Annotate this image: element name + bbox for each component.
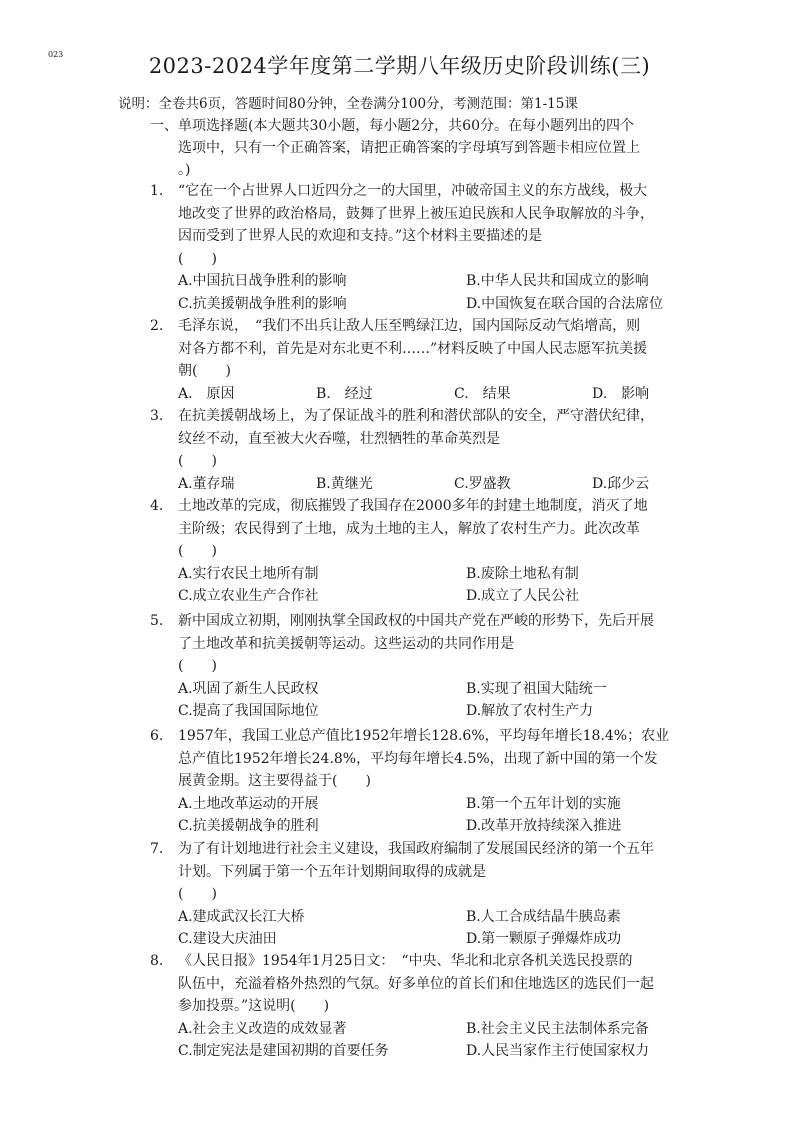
question-stem-line: 展黄金期。这主要得益于( ) xyxy=(178,773,371,789)
answer-blank: ( ) xyxy=(178,886,217,902)
options-row xyxy=(178,383,730,406)
answer-option: A.董存瑞 xyxy=(178,475,235,492)
answer-option: B.中华人民共和国成立的影响 xyxy=(466,273,649,289)
answer-option: A.实行农民土地所有制 xyxy=(178,565,319,582)
question-3 xyxy=(150,405,730,495)
question-number: 8. xyxy=(150,953,164,969)
answer-option: B.废除土地私有制 xyxy=(466,565,579,582)
question-8 xyxy=(150,950,730,1063)
question-stem-line: 在抗美援朝战场上，为了保证战斗的胜利和潜伏部队的安全，严守潜伏纪律， xyxy=(178,408,654,424)
section-line: 。) xyxy=(178,162,191,178)
question-number: 7. xyxy=(150,841,164,857)
question-stem-line: 纹丝不动，直至被大火吞噬，壮烈牺牲的革命英烈是 xyxy=(178,430,500,447)
question-stem-line: 总产值比1952年增长24.8%，平均每年增长4.5%，出现了新中国的第一个发 xyxy=(178,750,658,767)
options-row xyxy=(178,473,730,496)
question-number: 2. xyxy=(150,318,164,334)
options-grid xyxy=(178,1018,730,1063)
answer-option: C.抗美援朝战争的胜利 xyxy=(178,818,319,834)
section-heading xyxy=(150,115,730,181)
answer-blank: ( ) xyxy=(178,658,217,674)
answer-option: B.第一个五年计划的实施 xyxy=(466,795,621,812)
answer-option: B.实现了祖国大陆统一 xyxy=(466,680,607,697)
answer-option: C.抗美援朝战争胜利的影响 xyxy=(178,295,347,312)
answer-option: A.建成武汉长江大桥 xyxy=(178,908,305,925)
question-stem-line: 1957年，我国工业总产值比1952年增长128.6%，平均每年增长18.4%；农业 xyxy=(178,728,670,744)
answer-blank: ( ) xyxy=(178,250,217,267)
answer-option: B.人工合成结晶牛胰岛素 xyxy=(466,908,621,925)
answer-option: A.社会主义改造的成效显著 xyxy=(178,1020,347,1037)
question-stem-line: “它在一个占世界人口近四分之一的大国里，冲破帝国主义的东方战线，极大 xyxy=(178,183,648,199)
question-number: 1. xyxy=(150,183,164,199)
answer-option: C.建设大庆油田 xyxy=(178,931,277,947)
answer-option: D.人民当家作主行使国家权力 xyxy=(466,1043,650,1059)
exam-title: 2023-2024学年度第二学期八年级历史阶段训练(三) xyxy=(148,54,651,78)
answer-option: A.中国抗日战争胜利的影响 xyxy=(178,273,347,289)
question-1 xyxy=(150,180,730,315)
question-stem-line: 为了有计划地进行社会主义建设，我国政府编制了发展国民经济的第一个五年 xyxy=(178,841,654,857)
answer-option: D. 影响 xyxy=(592,385,650,402)
page-code: 023 xyxy=(48,50,64,59)
question-stem-line: 毛泽东说， “我们不出兵让敌人压至鸭绿江边，国内国际反动气焰增高，则 xyxy=(178,318,641,334)
question-stem-line: 了土地改革和抗美援朝等运动。这些运动的共同作用是 xyxy=(178,635,514,652)
answer-option: A.巩固了新生人民政权 xyxy=(178,680,319,697)
answer-option: D.中国恢复在联合国的合法席位 xyxy=(466,295,664,312)
question-7 xyxy=(150,838,730,951)
section-line: 一、单项选择题(本大题共30小题，每小题2分，共60分。在每小题列出的四个 xyxy=(150,118,634,134)
answer-option: C.制定宪法是建国初期的首要任务 xyxy=(178,1043,389,1059)
options-grid xyxy=(178,906,730,951)
question-stem-line: 新中国成立初期，刚刚执掌全国政权的中国共产党在严峻的形势下，先后开展 xyxy=(178,613,654,629)
question-stem-line: 《人民日报》1954年1月25日文： “中央、华北和北京各机关选民投票的 xyxy=(178,953,633,969)
question-number: 4. xyxy=(150,498,164,514)
answer-option: B.社会主义民主法制体系完备 xyxy=(466,1020,649,1037)
question-stem-line: 主阶级；农民得到了土地，成为土地的主人，解放了农村生产力。此次改革 xyxy=(178,520,640,537)
question-stem-line: 因而受到了世界人民的欢迎和支持。”这个材料主要描述的是 xyxy=(178,228,543,244)
answer-option: B.黄继光 xyxy=(316,475,373,492)
answer-option: D.成立了人民公社 xyxy=(466,588,580,604)
exam-instructions: 说明：全卷共6页，答题时间80分钟，全卷满分100分，考测范围：第1-15课 xyxy=(118,96,578,112)
options-grid xyxy=(178,678,730,723)
question-4 xyxy=(150,495,730,608)
question-stem-line: 地改变了世界的政治格局，鼓舞了世界上被压迫民族和人民争取解放的斗争， xyxy=(178,205,654,222)
answer-option: D.改革开放持续深入推进 xyxy=(466,818,622,834)
question-6 xyxy=(150,725,730,838)
question-stem-line: 土地改革的完成，彻底摧毁了我国存在2000多年的封建土地制度，消灭了地 xyxy=(178,498,648,514)
answer-blank: ( ) xyxy=(178,543,217,559)
question-number: 6. xyxy=(150,728,164,744)
question-stem-line: 参加投票。”这说明( ) xyxy=(178,998,330,1014)
answer-option: A.土地改革运动的开展 xyxy=(178,795,319,812)
options-grid xyxy=(178,793,730,838)
options-grid xyxy=(178,270,730,315)
answer-option: C.成立农业生产合作社 xyxy=(178,588,319,604)
question-number: 5. xyxy=(150,613,164,629)
answer-blank: ( ) xyxy=(178,453,217,469)
answer-option: C.提高了我国国际地位 xyxy=(178,703,319,719)
answer-option: C.罗盛教 xyxy=(454,475,511,492)
question-5 xyxy=(150,610,730,723)
answer-option: C. 结果 xyxy=(454,385,511,402)
question-2 xyxy=(150,315,730,405)
question-number: 3. xyxy=(150,408,164,424)
question-stem-line: 计划。下列属于第一个五年计划期间取得的成就是 xyxy=(178,863,486,880)
answer-option: A. 原因 xyxy=(178,385,235,402)
answer-option: B. 经过 xyxy=(316,385,373,402)
question-stem-line: 对各方都不利，首先是对东北更不利……”材料反映了中国人民志愿军抗美援 xyxy=(178,340,648,357)
answer-option: D.解放了农村生产力 xyxy=(466,703,594,719)
section-line: 选项中，只有一个正确答案，请把正确答案的字母填写到答题卡相应位置上 xyxy=(178,140,640,156)
answer-option: D.邱少云 xyxy=(592,475,650,492)
question-stem-line: 队伍中，充溢着格外热烈的气氛。好多单位的首长们和住地选区的选民们一起 xyxy=(178,975,654,992)
question-stem-line: 朝( ) xyxy=(178,363,231,379)
options-grid xyxy=(178,563,730,608)
answer-option: D.第一颗原子弹爆炸成功 xyxy=(466,931,622,947)
